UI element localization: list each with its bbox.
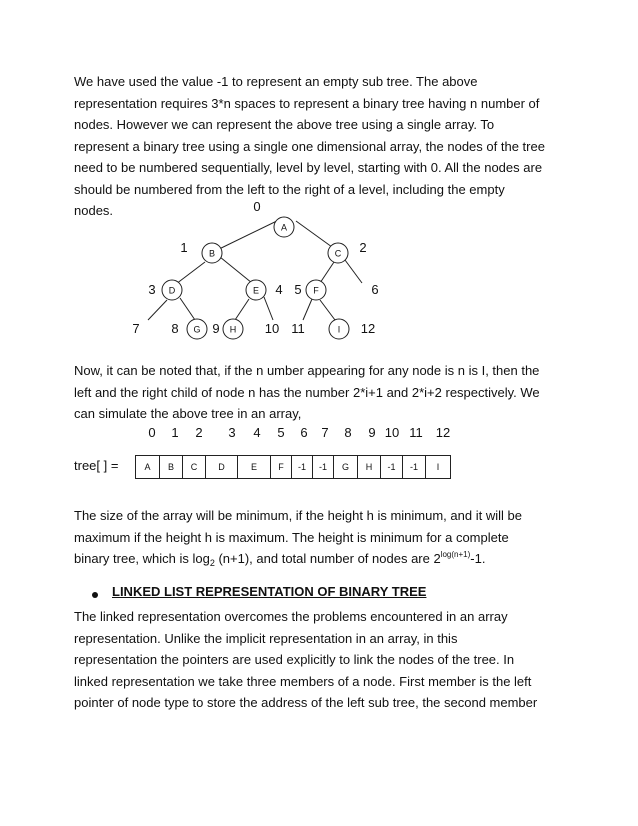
position-number: 6 (371, 282, 379, 297)
array-cell: -1 (313, 456, 334, 478)
array-cell: D (206, 456, 238, 478)
bullet-icon (92, 592, 98, 598)
paragraph-array-size (74, 505, 574, 570)
array-cell: A (136, 456, 160, 478)
superscript: log(n+1) (440, 550, 471, 559)
node-label: A (280, 222, 288, 233)
tree-node-f (306, 280, 326, 300)
node-label: H (229, 324, 237, 335)
subscript: 2 (209, 558, 215, 568)
array-index: 1 (171, 425, 179, 440)
edge-e-h (235, 299, 249, 320)
node-label: C (334, 248, 342, 259)
text-line: represent a binary tree using a single one dimensional array, the nodes of the tree (74, 138, 545, 154)
text-line: pointer of node type to store the address of the left sub tree, the second member (74, 695, 538, 710)
text-line: left and the right child of node n has the number 2*i+1 and 2*i+2 respectively. We (74, 384, 540, 400)
node-label: D (168, 285, 176, 296)
position-number: 8 (171, 321, 179, 336)
tree-node-a (274, 217, 294, 237)
array-index: 11 (409, 425, 423, 440)
text-line: can simulate the above tree in an array, (74, 406, 302, 421)
node-label: F (313, 285, 319, 296)
array-index: 12 (435, 425, 451, 440)
edge-a-c (296, 221, 332, 247)
array-cell: I (436, 462, 440, 472)
tree-nodes (162, 217, 349, 339)
position-number: 7 (132, 321, 140, 336)
position-number: 10 (264, 321, 280, 336)
position-number: 12 (360, 321, 376, 336)
edge-f-empty (303, 299, 312, 320)
edge-e-empty (264, 297, 273, 320)
text-fragment: binary tree, which is log (74, 551, 210, 566)
array-cell: E (238, 456, 271, 478)
tree-edges (148, 218, 362, 320)
text-line: The linked representation overcomes the problems encountered in an array (74, 609, 508, 624)
array-index: 9 (368, 425, 376, 440)
position-number: 3 (148, 282, 156, 297)
array-index: 5 (277, 425, 285, 440)
array-index: 10 (384, 425, 400, 440)
paragraph-linked-representation (74, 606, 574, 714)
section-heading: LINKED LIST REPRESENTATION OF BINARY TREE (112, 584, 427, 599)
array-index: 0 (148, 425, 156, 440)
text-line: need to be numbered sequentially, level by level, starting with 0. All the nodes are (74, 160, 543, 175)
text-line: The size of the array will be minimum, if the height h is minimum, and it will be (74, 508, 522, 523)
array-index: 6 (300, 425, 308, 440)
array-index: 2 (195, 425, 203, 440)
edge-d-g (180, 298, 195, 320)
position-number: 1 (180, 240, 188, 255)
text-line (74, 548, 574, 570)
array-label: tree[ ] = (74, 458, 119, 473)
text-fragment: (n+1), and total number of nodes are 2 (214, 551, 441, 566)
array-cell: C (183, 456, 206, 478)
tree-array (135, 455, 451, 479)
array-cell: B (160, 456, 183, 478)
array-cell: -1 (292, 456, 313, 478)
text-line: We have used the value -1 to represent an empty sub tree. The above (74, 74, 478, 89)
array-cell: -1 (381, 456, 403, 478)
edge-d-empty (148, 300, 167, 320)
edge-a-b (213, 218, 283, 252)
position-number: 5 (294, 282, 302, 297)
text-line: nodes. (74, 203, 114, 218)
node-label: E (252, 285, 260, 296)
text-line: representation the pointers are used explicitly to link the nodes of the tree. In (74, 652, 515, 667)
text-line: nodes. However we can represent the above tree using a single array. To (74, 117, 495, 132)
array-index: 7 (321, 425, 329, 440)
edge-b-e (220, 257, 252, 283)
paragraph-numbering (74, 360, 574, 425)
text-line: maximum if the height h is maximum. The height is minimum for a complete (74, 529, 509, 545)
array-index: 4 (253, 425, 261, 440)
text-fragment: -1. (470, 551, 486, 566)
text-line: should be numbered from the left to the right of a level, including the empty (74, 181, 505, 197)
position-number: 11 (291, 321, 305, 336)
edge-b-d (176, 262, 205, 284)
array-cell: -1 (403, 456, 426, 478)
text-line: linked representation we take three members of a node. First member is the left (74, 673, 532, 689)
edge-c-f (320, 262, 334, 283)
edge-c-empty (345, 260, 362, 283)
edge-f-i (320, 300, 335, 320)
tree-position-numbers (132, 199, 378, 336)
position-number: 0 (253, 199, 261, 214)
array-cell: G (334, 456, 358, 478)
tree-node-d (162, 280, 182, 300)
text-line: Now, it can be noted that, if the n umber appearing for any node is n is I, then the (74, 363, 540, 378)
tree-node-h (223, 319, 243, 339)
tree-node-i (329, 319, 349, 339)
node-label: B (208, 248, 216, 259)
tree-node-g (187, 319, 207, 339)
array-cell: F (271, 456, 292, 478)
position-number: 2 (359, 240, 367, 255)
node-label: I (337, 324, 341, 335)
node-label: G (193, 324, 201, 335)
text-line: representation. Unlike the implicit representation in an array, in this (74, 630, 458, 646)
array-index: 8 (344, 425, 352, 440)
text-line: representation requires 3*n spaces to represent a binary tree having n number of (74, 95, 540, 111)
array-cell: H (358, 456, 381, 478)
position-number: 9 (212, 321, 220, 336)
tree-node-c (328, 243, 348, 263)
tree-node-b (202, 243, 222, 263)
position-number: 4 (275, 282, 283, 297)
array-index: 3 (228, 425, 236, 440)
tree-node-e (246, 280, 266, 300)
